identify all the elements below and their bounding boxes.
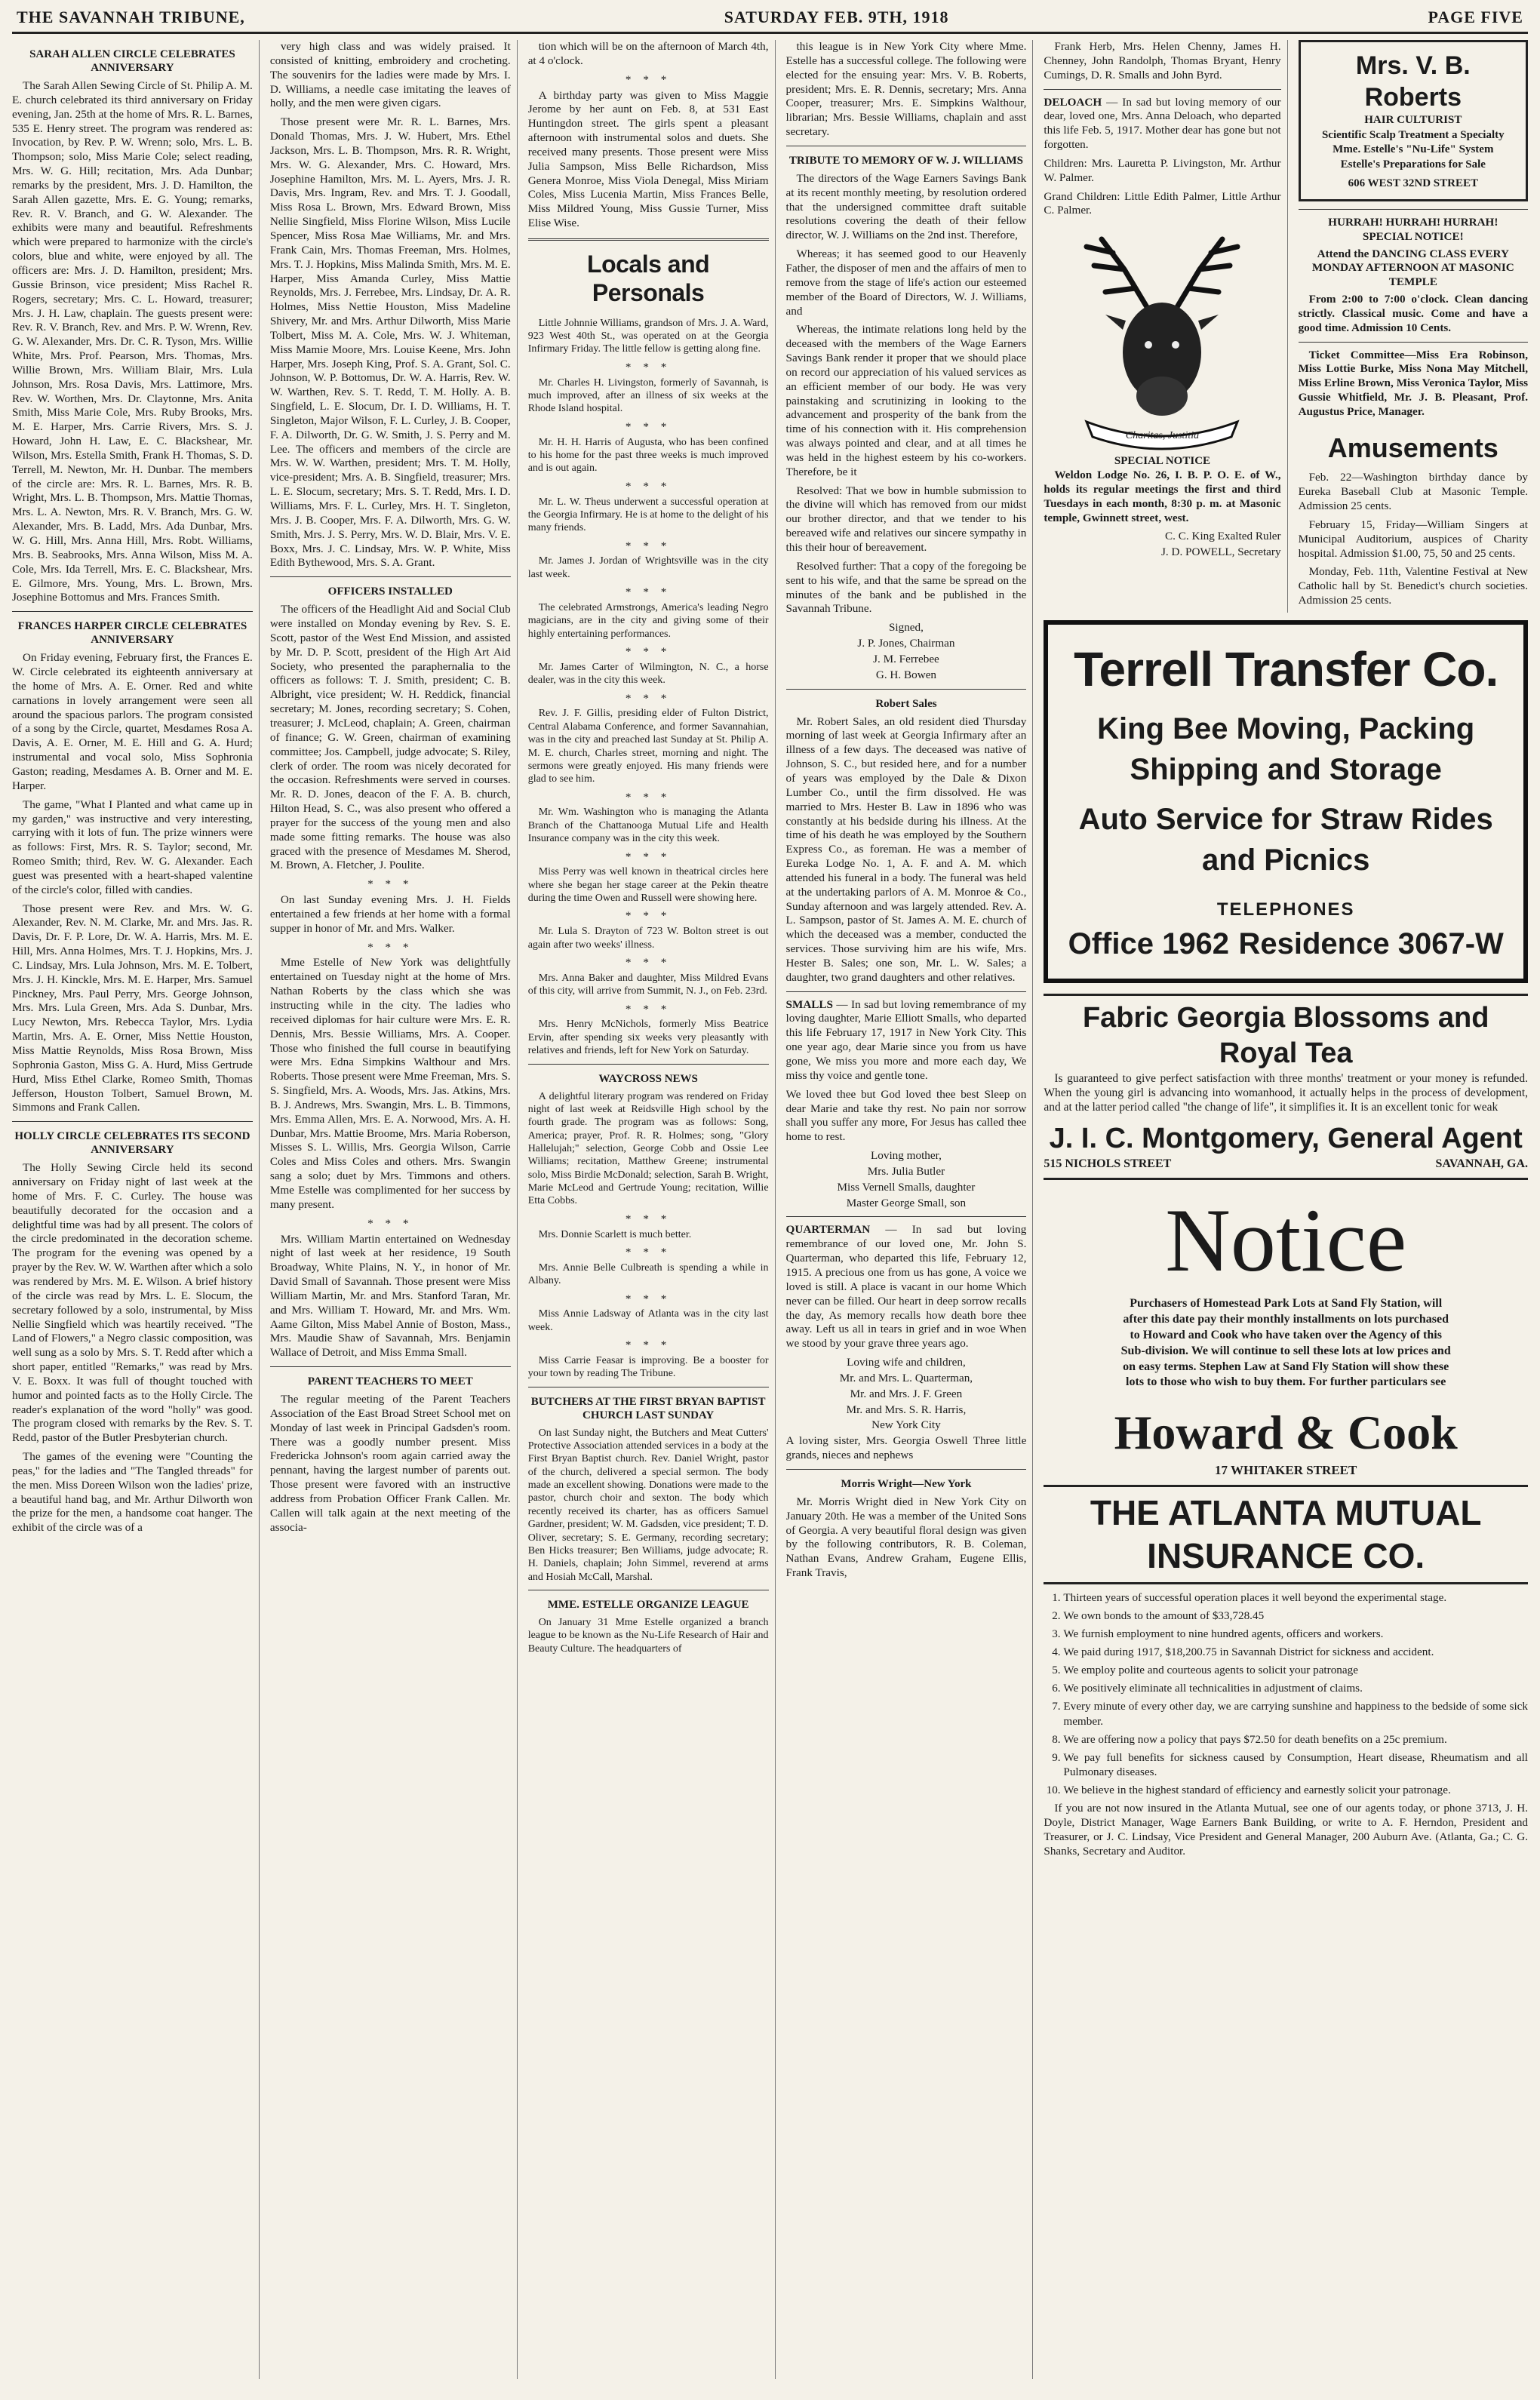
memorial-text: Children: Mrs. Lauretta P. Livingston, Mr. Arthur W. Palmer.	[1044, 156, 1281, 184]
benefit-item: 4. We paid during 1917, $18,200.75 in Savannah District for sickness and accident.	[1063, 1645, 1528, 1659]
benefit-item: 9. We pay full benefits for sickness caused by Consumption, Heart disease, Rheumatism and all Pulmonary diseases.	[1063, 1750, 1528, 1779]
benefit-item: 5. We employ polite and courteous agents to solicit your patronage	[1063, 1663, 1528, 1677]
column-3	[528, 40, 776, 2379]
signature-line: Mr. and Mrs. J. F. Green	[850, 1387, 963, 1400]
article-paragraph: Mr. Morris Wright died in New York City on January 20th. He was a member of the United Sons of Georgia. A very beautiful floral design was given by the following contributors, R. B. Coleman, Nathan Evans, Andrew Graham, Eugene Ellis, Frank Travis,	[785, 1495, 1027, 1580]
memorial-text: In sad but loving memory of our dear, loved one, Mrs. Anna Deloach, who departed this life Feb. 5, 1917. Mother dear has gone but not forgotten.	[1044, 95, 1281, 152]
article-paragraph: Miss Carrie Feasar is improving. Be a booster for your town by reading The Tribune.	[527, 1354, 769, 1380]
article-paragraph: tion which will be on the afternoon of March 4th, at 4 o'clock.	[527, 40, 769, 67]
article-paragraph: The games of the evening were "Counting the peas," for the ladies and "The Tangled threads" for the men. Miss Doreen Wilson won the ladies' prize, a beautiful hand bag, and Mr. Arthur Dilworth won the prize for the men, a handsome coat hanger. The exhibit of the circle was of a	[12, 1450, 253, 1535]
article-paragraph: The directors of the Wage Earners Savings Bank at its recent monthly meeting, by resolution ordered that the undersigned committee draft suitable resolutions covering the death of their fellow director, W. J. Williams on the 2nd inst. Therefore,	[785, 171, 1027, 242]
article-paragraph: On Friday evening, February first, the Frances E. W. Circle celebrated its eighteenth anniversary at the home of Mrs. A. E. Orner. Red and white carnations in lovely arrangement were seen all around the spacious parlors. The program consisted of a song by the Circle, quartet, Mesdames Rosa A. Davis, A. E. Orner, M. E. Hill and G. A. Hurd; instrumental and vocal solo, Miss Sophronia Gaston; reading, Mesdames A. B. Orner and M. E. Harper.	[12, 651, 253, 792]
memorial-text: Grand Children: Little Edith Palmer, Little Arthur C. Palmer.	[1044, 189, 1281, 217]
benefit-item: 8. We are offering now a policy that pays $72.50 for death benefits on a 25c premium.	[1063, 1732, 1528, 1747]
divider	[528, 1064, 769, 1065]
divider	[786, 689, 1027, 690]
signature-line: G. H. Bowen	[875, 668, 937, 681]
fabric-tea-ad	[1044, 994, 1528, 1172]
elk-banner-text: Charitas, Justitia	[1125, 430, 1200, 442]
article-paragraph: Frank Herb, Mrs. Helen Chenny, James H. Chenney, John Randolph, Thomas Bryant, Henry Cumings, D. R. Smalls and John Byrd.	[1044, 40, 1281, 81]
dance-details: From 2:00 to 7:00 o'clock. Clean dancing strictly. Classical music. Come and have a good time. Admission 10 Cents.	[1298, 293, 1529, 334]
masthead	[12, 8, 1528, 34]
memorial-name: SMALLS	[785, 997, 833, 1011]
ad-title: Mrs. V. B. Roberts	[1355, 51, 1471, 112]
signature-line: J. M. Ferrebee	[873, 652, 939, 665]
elk-emblem	[1044, 224, 1280, 469]
divider	[1299, 342, 1528, 343]
separator-stars: * * *	[625, 1245, 672, 1258]
article-paragraph: Mrs. Donnie Scarlett is much better.	[538, 1228, 692, 1240]
article-paragraph: Mr. Charles H. Livingston, formerly of Savannah, is much improved, after an illness of six weeks at the Rhode Island hospital.	[527, 376, 769, 415]
article-paragraph: Mr. James J. Jordan of Wrightsville was in the city last week.	[527, 555, 769, 580]
article-paragraph: On last Sunday night, the Butchers and Meat Cutters' Protective Association attended services in a body at the First Bryan Baptist church. Rev. Daniel Wright, pastor of the church, delivered a special sermon. The body made an excellent showing. Donations were made to the pastor, church choir and sexton. The body which recently received its charter, has as officers Samuel Gardner, president; W. M. Gadsden, vice president; T. D. Oliver, secretary; S. E. Germany, recording secretary; Ben Hicks treasurer; Ben Williams, judge advocate; R. H. Daniels, chaplain; John Simmel, reverend at arms and Hosiah McCall, Marshal.	[527, 1427, 769, 1583]
separator-stars: * * *	[367, 940, 413, 954]
divider	[12, 611, 253, 612]
headline: PARENT TEACHERS TO MEET	[307, 1375, 473, 1388]
separator-stars: * * *	[625, 585, 672, 599]
amusement-item: February 15, Friday—William Singers at Municipal Auditorium, auspices of Charity hospital. Admission $1.00, 75, 50 and 25 cents.	[1298, 518, 1529, 560]
issue-date: SATURDAY FEB. 9TH, 1918	[724, 8, 949, 26]
article-paragraph: Mr. Wm. Washington who is managing the Atlanta Branch of the Chattanooga Mutual Life and Health Insurance company was in the city this week.	[527, 807, 769, 845]
ads-column	[1044, 40, 1528, 2379]
ad-body: Is guaranteed to give perfect satisfaction with three months' treatment or your money is refunded. When the young girl is advancing into womanhood, it actually helps in the process of development, and at the latter period called "the change of life", it simplifies it. It is an excellent tonic for weak	[1044, 1071, 1529, 1114]
benefit-item: 7. Every minute of every other day, we are carrying sunshine and happiness to the bedside of some sick member.	[1063, 1699, 1528, 1728]
benefit-item: 3. We furnish employment to nine hundred agents, officers and workers.	[1063, 1627, 1528, 1641]
ad-line: HAIR CULTURIST	[1364, 114, 1462, 127]
ad-footer: If you are not now insured in the Atlanta Mutual, see one of our agents today, or phone 3713, J. H. Doyle, District Manager, Wage Earners Bank Building, or write to A. F. Herndon, President and Treasurer, or J. C. Lindsay, Vice President and General Manager, 200 Auburn Ave. (Atlanta, Ga.; C. G. Shanks, Secretary and Auditor.	[1044, 1802, 1529, 1858]
special-notice-label: SPECIAL NOTICE	[1114, 455, 1211, 468]
section-title: Locals and Personals	[587, 250, 710, 307]
article-paragraph: Rev. J. F. Gillis, presiding elder of Fulton District, Central Alabama Conference, and former Savannahian, was in the city and preached last Sunday at St. Philip A. M. E. church, Charles street, morning and night. The sermons were greatly enjoyed. His many friends were glad to see him.	[527, 708, 769, 785]
article-paragraph: Resolved: That we bow in humble submission to the divine will which has removed from our midst our brother director, and that we tender to his bereaved wife and relatives our sincere sympathy in this their hour of bereavement.	[785, 484, 1027, 554]
notice-title: Notice	[1165, 1189, 1407, 1290]
divider	[270, 576, 511, 577]
column-2	[270, 40, 518, 2379]
memorial-name: DELOACH	[1044, 95, 1102, 109]
paper-name: THE SAVANNAH TRIBUNE,	[17, 8, 245, 26]
divider	[1299, 209, 1528, 210]
benefit-item: 10. We believe in the highest standard of efficiency and earnestly solicit your patronage.	[1063, 1783, 1528, 1797]
signature-line: Master George Small, son	[846, 1196, 967, 1209]
headline: HOLLY CIRCLE CELEBRATES ITS SECOND ANNIVERSARY	[14, 1130, 251, 1157]
signature-line: New York City	[871, 1418, 941, 1432]
ad-agent: J. I. C. Montgomery, General Agent	[1049, 1122, 1523, 1154]
separator-stars: * * *	[625, 1002, 672, 1016]
separator-stars: * * *	[625, 1212, 672, 1225]
ad-title: Terrell Transfer Co.	[1074, 642, 1499, 696]
article-paragraph: On January 31 Mme Estelle organized a branch league to be known as the Nu-Life Research of Hair and Beauty Culture. The headquarters of	[527, 1616, 769, 1655]
page-label: PAGE FIVE	[1428, 8, 1523, 26]
separator-stars: * * *	[625, 419, 672, 433]
separator-stars: * * *	[625, 790, 672, 804]
ad-title: THE ATLANTA MUTUAL INSURANCE CO.	[1044, 1485, 1528, 1584]
article-paragraph: Mrs. William Martin entertained on Wednesday night of last week at her residence, 19 South Broadway, White Plains, N. Y., in honor of Mr. David Small of Savannah. Those present were Miss William Martin, Mr. and Mrs. Stanford Taran, Mr. and Mrs. William T. Howard, Mr. and Mrs. Wm. Aame Gilton, Miss Mabel Annie of Boston, Mass., Mrs. Maudie Shaw of Savannah, Mrs. Benjamin Wallace of Detroit, and Miss Emma Small.	[269, 1232, 511, 1360]
lodge-notice: Weldon Lodge No. 26, I. B. P. O. E. of W., holds its regular meetings the first and third Tuesdays in each month, 8:30 p. m. at Masonic temple, Gwinnett street, west.	[1044, 469, 1281, 524]
signature-line: C. C. King Exalted Ruler	[1165, 530, 1281, 543]
ad-line: Mme. Estelle's "Nu-Life" System	[1333, 143, 1494, 156]
article-paragraph: Mr. Lula S. Drayton of 723 W. Bolton street is out again after two weeks' illness.	[527, 926, 769, 951]
article-paragraph: Mr. H. H. Harris of Augusta, who has been confined to his home for the past three weeks is much improved and is out again.	[527, 436, 769, 475]
headline: SARAH ALLEN CIRCLE CELEBRATES ANNIVERSARY	[29, 48, 235, 74]
separator-stars: * * *	[625, 1338, 672, 1352]
column-4	[786, 40, 1034, 2379]
benefit-item: 1. Thirteen years of successful operation places it well beyond the experimental stage.	[1063, 1590, 1528, 1605]
signature-line: J. P. Jones, Chairman	[857, 637, 955, 650]
memorial-text: A loving sister, Mrs. Georgia Oswell Three little grands, nieces and nephews	[785, 1434, 1027, 1462]
headline: OFFICERS INSTALLED	[327, 585, 453, 598]
divider	[786, 991, 1027, 992]
separator-stars: * * *	[625, 72, 672, 86]
ad-street: 515 NICHOLS STREET	[1044, 1157, 1172, 1170]
article-paragraph: Whereas; it has seemed good to our Heavenly Father, the disposer of men and the affairs of men to remove from the stage of life's action our esteemed member of the Board of Directors, W. J. Williams, and	[785, 247, 1027, 318]
article-paragraph: Mrs. Henry McNichols, formerly Miss Beatrice Ervin, after spending six weeks very pleasantly with relatives and friends, left for New York on Saturday.	[527, 1019, 769, 1057]
memorial-text: In sad but loving remembrance of our loved one, Mr. John S. Quarterman, who departed this life, February 12, 1915. A precious one from us has gone, A voice we loved is still. A place is vacant in our home Which never can be filled. Our heart in deep sorrow recalls the day, As memory recalls how death bore thee away. Left us all in tears in grief and in woe When we stood by your grave three years ago.	[785, 1223, 1027, 1351]
memorial-text: In sad but loving remembrance of my loving daughter, Marie Elliott Smalls, who departed this life February 17, 1917 in New York City. This one year ago, dear Marie since you from us have gone, We miss you more and more each day, We miss thy voice and gentle tone.	[785, 997, 1027, 1082]
article-paragraph: Miss Perry was well known in theatrical circles here where she began her stage career at the Pekin theatre during the time Owen and Russell were showing here.	[527, 866, 769, 905]
dance-class-title: Attend the DANCING CLASS EVERY MONDAY AFTERNOON AT MASONIC TEMPLE	[1311, 247, 1514, 289]
article-paragraph: Whereas, the intimate relations long held by the deceased with the members of the Wage Earners Savings Bank render it proper that we should place on record our appreciation of his valued services as an efficient member of our body. He was very painstaking and scrutinizing in looking to the advancement and prosperity of the bank from the time of his connection with it. His comprehension was always pointed and clear, and at all times he was held in the highest esteem by his co-workers. Therefore, be it	[785, 323, 1027, 478]
ad-line: Scientific Scalp Treatment a Specialty	[1321, 128, 1505, 141]
ad-telephones-label: TELEPHONES	[1216, 899, 1355, 920]
signature-line: Miss Vernell Smalls, daughter	[837, 1180, 976, 1194]
ad-line: Auto Service for Straw Rides and Picnics	[1078, 803, 1493, 877]
ad-address: 606 WEST 32ND STREET	[1348, 177, 1478, 190]
article-paragraph: Mr. James Carter of Wilmington, N. C., a horse dealer, was in the city this week.	[527, 661, 769, 687]
article-paragraph: this league is in New York City where Mme. Estelle has a successful college. The following were elected for the ensuing year: Mrs. V. B. Roberts, president; Mrs. E. R. Dennis, secretary; Mrs. Anna Cooper, treasurer; Mrs. E. Simpkins Walthour, librarian; Mrs. Bessie Williams, chaplain and asst secretary.	[785, 40, 1027, 139]
article-paragraph: Resolved further: That a copy of the foregoing be sent to his wife, and that the same be spread on the minutes of the bank and be published in the Savannah Tribune.	[785, 559, 1027, 616]
memorial-notice: QUARTERMAN — In sad but loving remembrance of our loved one, Mr. John S. Quarterman, who departed this life, February 12, 1915. A precious one from us has gone, A voice we loved is still. A place is vacant in our home Which never can be filled. Our heart in deep sorrow recalls the day, As memory recalls how death bore thee away. Left us all in tears in grief and in woe When we stood by your grave three years ago. Loving wife and children, Mr. and Mrs. L. Quarterman, Mr. and Mrs. J. F. Green Mr. and Mrs. S. R. Harris, New York City A loving sister, Mrs. Georgia Oswell Three little grands, nieces and nephews	[785, 1223, 1027, 1462]
article-paragraph: Those present were Mr. R. L. Barnes, Mrs. Donald Thomas, Mrs. J. W. Hubert, Mrs. Ethel Jackson, Mrs. L. B. Thompson, Mrs. R. R. Wright, Mrs. W. G. Alexander, Mrs. C. Howard, Mrs. Josephine Hamilton, Mrs. M. L. Ayers, Mrs. J. R. Davis, Mrs. Ingram, Rev. and Mrs. T. J. Goodall, Miss Rosa L. Brown, Mrs. Edward Brown, Miss Nellie Singfield, Miss Florine Wilson, Miss Lucile Spencer, Miss Rosa Mae Williams, Mr. and Mrs. Frank Cain, Mrs. Thomas Freeman, Mrs. Holmes, Mrs. T. J. Hopkins, Miss Malinda Smith, Mrs. M. E. Harper, Miss Amanda Curley, Miss Mattie Reynolds, Mrs. J. Ferrebee, Mrs. Lindsay, Dr. A. R. Holmes, Miss Nettie Houston, Miss Madeline Shivery, Mr. and Mrs. Arthur Dilworth, Miss Marie Tolbert, Miss M. A. Cole, Mrs. W. J. Whiteman, Miss Mamie Moore, Mrs. Louise Keene, Mrs. John Harper, Mrs. Joseph King, Prof. S. A. Grant, Sol. C. Johnson, W. P. Bottomus, Dr. W. A. Harris, Rev. W. W. Warthen, Rev. S. T. Redd, T. M. Holly. A. B. Singfield, L. E. Slocum, Dr. I. D. Williams, H. T. Singleton, Major Wilson, F. L. Curley, J. B. Cooper, F. A. Dilworth, Dr. G. W. Smith, J. S. Perry and M. Lee. The officers and members of the circle are Mrs. W. W. Warthen, president; Mrs. T. M. Holly, vice-president; Mrs. A. B. Singfield, treasurer; Mrs. L. E. Slocum, secretary; Mrs. S. T. Redd, Mrs. I. D. Williams, Mrs. F. L. Curley, Mrs. H. T. Singleton, Mrs. J. B. Cooper, Mrs. F. A. Dilworth, Mrs. G. W. Smith, Mrs. J. S. Perry, Mrs. W. D. Blair, Mrs. V. E. Boxx, Mrs. J. C. Lindsay, Mrs. W. P. White, Miss Edith Bythewood, Mrs. S. A. Grant.	[269, 115, 511, 570]
separator-stars: * * *	[367, 877, 413, 891]
article-paragraph: A delightful literary program was rendered on Friday night of last week at Reidsville High school by the fourth grade. The program was as follows: Song, America; prayer, Prof. R. R. Holmes; song, "Glory Hallelujah;" selection, George Cobb and Ossie Lee Williams; recitation, Matthew Greene; instrumental solo, Miss Birdie McDonald; selection, Sarah B. Wright, Marie McLeod and Gertrude Young; recitation, Willie Etta Cobbs.	[527, 1090, 769, 1207]
divider	[1044, 89, 1280, 90]
benefits-list	[1044, 1590, 1528, 1798]
memorial-notice: SMALLS — In sad but loving remembrance of my loving daughter, Marie Elliott Smalls, who departed this life February 17, 1917 in New York City. This one year ago, dear Marie since you from us have gone, We miss you more and more each day, We miss thy voice and gentle tone. We loved thee but God loved thee best Sleep on dear Marie and take thy rest. No pain nor sorrow shall you suffer any more, For Jesus has called thee home to rest. Loving mother, Mrs. Julia Butler Miss Vernell Smalls, daughter Master George Small, son	[785, 997, 1027, 1209]
divider	[786, 1469, 1027, 1470]
headline: BUTCHERS AT THE FIRST BRYAN BAPTIST CHURCH LAST SUNDAY	[530, 1395, 766, 1421]
separator-stars: * * *	[625, 956, 672, 970]
article-paragraph: Miss Annie Ladsway of Atlanta was in the city last week.	[527, 1308, 769, 1333]
ad-line: Estelle's Preparations for Sale	[1340, 158, 1486, 171]
ad-line: King Bee Moving, Packing Shipping and Storage	[1097, 712, 1475, 787]
column-1	[12, 40, 260, 2379]
elk-head-icon	[1064, 224, 1260, 450]
divider	[528, 238, 769, 241]
signature-line: J. D. POWELL, Secretary	[1160, 545, 1281, 559]
article-paragraph: A birthday party was given to Miss Maggie Jerome by her aunt on Feb. 8, at 531 East Huntingdon street. The girls spent a pleasant afternoon with instrumental solos and duets. She received many presents. Those present were Miss Julia Sampson, Miss Belle Richardson, Miss Genera Monroe, Miss Viola Denegal, Miss Miriam Coles, Miss Lucenia Martin, Miss Frances Belle, Miss Mildred Young, Miss Gussie Turner, Miss Elise Wise.	[527, 88, 769, 230]
amusement-item: Feb. 22—Washington birthday dance by Eureka Baseball Club at Masonic Temple. Admission 25 cents.	[1298, 471, 1529, 513]
dance-committee: Ticket Committee—Miss Era Robinson, Miss Lottie Burke, Miss Nona May Mitchell, Miss Erline Brown, Miss Veronica Taylor, Miss Gussie Whitfield, Mr. J. B. Pleasant, Prof. Augustus Price, Manager.	[1298, 348, 1529, 418]
article-paragraph: On last Sunday evening Mrs. J. H. Fields entertained a few friends at her home with a formal supper in honor of Mr. and Mrs. Walker.	[269, 893, 511, 935]
separator-stars: * * *	[625, 1292, 672, 1305]
separator-stars: * * *	[625, 909, 672, 923]
ad-city: SAVANNAH, GA.	[1435, 1157, 1529, 1170]
firm-address: 17 WHITAKER STREET	[1215, 1463, 1357, 1478]
amusement-item: Monday, Feb. 11th, Valentine Festival at New Catholic hall by St. Benedict's church societies. Admission 25 cents.	[1298, 565, 1529, 607]
signature-line: Mr. and Mrs. L. Quarterman,	[839, 1371, 973, 1384]
signature-line: Mr. and Mrs. S. R. Harris,	[846, 1403, 967, 1416]
ad-title: Fabric Georgia Blossoms and Royal Tea	[1082, 1001, 1489, 1069]
column-6	[1299, 40, 1528, 613]
divider	[786, 1216, 1027, 1217]
benefit-item: 2. We own bonds to the amount of $33,728.45	[1063, 1609, 1528, 1623]
headline: TRIBUTE TO MEMORY OF W. J. WILLIAMS	[788, 154, 1023, 167]
separator-stars: * * *	[625, 850, 672, 863]
article-paragraph: Mr. Robert Sales, an old resident died Thursday morning of last week at Georgia Infirmary after an illness of a few days. The deceased was native of Johnson, S. C., but resided here, and for a number of years was employed by the Dale & Dixon Lumber Co., until the firm dissolved. He was married to Mrs. Hester B. Law in 1896 who was constantly at his bedside during his illness. At the time of his death he was employed by the Southern Express Co., as foreman. He was a member of Eureka Lodge No. 1, A. F. and A. M. which attended his funeral in a body. The funeral was held at the undertaking parlors of A. M. Monroe & Co., Sunday afternoon and was largely attended. Rev. A. L. Sampson, pastor of St. James A. M. E. church of which the deceased was a member, conducted the services. Those surviving him are his wife, Mrs. Hester B. Sales; one son, Mr. L. W. Sales; a daughter, two grand daughters and other relatives.	[785, 714, 1027, 984]
divider	[270, 1366, 511, 1367]
headline: MME. ESTELLE ORGANIZE LEAGUE	[547, 1598, 749, 1611]
separator-stars: * * *	[625, 360, 672, 373]
article-paragraph: very high class and was widely praised. It consisted of knitting, embroidery and crocheting. The souvenirs for the ladies were made by Mrs. I. D. Williams, a needle case imitating the leaves of holly, and the men were given cigars.	[269, 40, 511, 110]
notice-body: Purchasers of Homestead Park Lots at Sand Fly Station, will after this date pay their monthly installments on lots purchased to Howard and Cook who have taken over the Agency of this Sub-division. We will continue to sell these lots at low prices and on easy terms. Stephen Law at Sand Fly Station will show these lots to those who wish to buy them. For further particulars see	[1120, 1297, 1451, 1389]
roberts-ad	[1299, 40, 1528, 201]
column-5: Frank Herb, Mrs. Helen Chenny, James H. Chenney, John Randolph, Thomas Bryant, Henry Cumings, D. R. Smalls and John Byrd. DELOACH — In sad but loving memory of our dear, loved one, Mrs. Anna Deloach, who departed this life Feb. 5, 1917. Mother dear has gone but not forgotten. Children: Mrs. Lauretta P. Livingston, Mr. Arthur W. Palmer. Grand Children: Little Edith Palmer, Little Arthur C. Palmer. Charitas, Justitia SPECIAL NOTICE Weldon Lodge No. 26, I. B. P. O. E. of W., holds its regular meetings the first and third Tuesdays in each month, 8:30 p. m. at Masonic temple, Gwinnett street, west. C. C. King Exalted Ruler J. D. POWELL, Secretary	[1044, 40, 1287, 613]
firm-name: Howard & Cook	[1114, 1406, 1458, 1460]
headline: Morris Wright—New York	[841, 1477, 972, 1490]
atlanta-mutual-ad	[1044, 1485, 1528, 1859]
signature-line: Signed,	[888, 621, 924, 635]
separator-stars: * * *	[625, 479, 672, 493]
divider	[12, 1121, 253, 1122]
office-phone: Office 1962	[1068, 927, 1230, 961]
article-paragraph: The regular meeting of the Parent Teachers Association of the East Broad Street School met on Monday of last week in Principal Gadsden's room. There was a goodly number present. Miss Fredericka Johnson's room again carried away the pennant, having the largest number of parents out. Those present were favored with an instructive address from Probation Officer Frank Callen. Mr. Callen will talk again at the next meeting of the associa-	[269, 1393, 511, 1534]
separator-stars: * * *	[367, 1216, 413, 1230]
signature-line: Mrs. Julia Butler	[867, 1164, 945, 1178]
dance-subheadline: SPECIAL NOTICE!	[1362, 229, 1464, 243]
howard-cook-notice	[1044, 1178, 1528, 1479]
dance-headline: HURRAH! HURRAH! HURRAH!	[1328, 215, 1499, 229]
separator-stars: * * *	[625, 539, 672, 552]
article-paragraph: The celebrated Armstrongs, America's leading Negro magicians, are in the city and giving some of their highly entertaining performances.	[527, 602, 769, 640]
article-paragraph: The officers of the Headlight Aid and Social Club were installed on Monday evening by Rev. S. E. Scott, pastor of the West End Mission, and assisted by Mr. D. P. Scott, president of the High Art Aid Society, who presented the paraphernalia to the officers as follows: T. J. Smith, president; C. B. Albright, vice president; W. H. Reddick, financial secretary; M. Jones, recording secretary; S. Cohen, treasurer; J. McLeod, chaplain; A. Green, chairman of finance; G. W. Green, chairman of examining committee; Jos. Campbell, judge advocate; S. Riley, clerk of order. The room was nicely decorated for the occasion. Refreshments were served in courses. Mr. R. D. Jones, deacon of the F. A. B. church, Hilton Head, S. C., was also present who offered a prayer for the success of the young men and also made some fitting remarks. The house was also graced with the presence of Mesdames M. Sherod, M. Brown, A. Fletcher, J. Poulite.	[269, 603, 511, 872]
article-paragraph: The game, "What I Planted and what came up in my garden," was instructive and very interesting, carrying with it lots of fun. The prize winners were as follows: First, Mrs. R. S. Taylor; second, Mr. Romeo Smith; third, Rev. W. G. Alexander. Each guest was presented with a heart-shaped valentine of the circle's color, filled with candies.	[12, 797, 253, 896]
memorial-name: QUARTERMAN	[785, 1223, 871, 1237]
article-paragraph: Those present were Rev. and Mrs. W. G. Alexander, Rev. N. M. Clarke, Mr. and Mrs. Jas. R. Davis, Dr. F. P. Lore, Dr. W. A. Harris, Mrs. M. E. Hill, Mrs. Anna Holmes, Mrs. T. J. Hopkins, Mrs. J. C. Lindsay, Mrs. Lula Johnson, Mrs. M. E. Tolbert, Mrs. J. H. Kinckle, Mrs. M. E. Harper, Mrs. Samuel Pinckney, Mrs. Paul Perry, Mrs. George Johnson, Mrs. Mrs. Lula Green, Mrs. Ada S. Dunbar, Mrs. Lucy Newton, Mrs. Rebecca Taylor, Mrs. Lydia Martin, Mrs. A. E. Orner, Miss Nettie Houston, Miss Mattie Reynolds, Miss Rosa Brown, Miss Sophronia Gaston, Miss G. A. Hurd, Miss Gertrude Hurd, Miss Ethel Clarke, Romeo Smith, Thomas Jefferson, Houston Tolbert, Samuel Brown, M. Simmons and Frank Callen.	[12, 902, 253, 1114]
amusements-title: Amusements	[1327, 432, 1499, 463]
article-paragraph: Mrs. Anna Baker and daughter, Miss Mildred Evans of this city, will arrive from Summit, N. J., on Feb. 23rd.	[527, 972, 769, 997]
signature-line: Loving wife and children,	[847, 1356, 966, 1369]
article-paragraph: The Sarah Allen Sewing Circle of St. Philip A. M. E. church celebrated its third anniversary on Friday evening, Jan. 25th at the home of Mrs. R. L. Barnes, 535 E. Henry street. The program was rendered as: Invocation, by Rev. P. W. Wrenn; solo, Mrs. L. B. Thompson; solo, Miss Marie Cole; select reading, Mrs. W. G. Hill; recitation, Mrs. Ada Dunbar; remarks by the president, Mrs. J. D. Hamilton, the Sarah Allen gazette, Mrs. E. G. Young; remarks, Rev. R. V. Branch, and G. W. Alexander. The exhibits were many and beautiful. Refreshments which were prepared to harmonize with the circle's colors, blue and white, were enjoyed by all. The officers are: Mrs. J. D. Hamilton, president; Mrs. Gussie Brinson, vice president; Miss Rachel R. Rogers, secretary; Mrs. C. L. Howard, treasurer; Mrs. J. H. Law, chaplain. The guests present were: Rev. R. V. Branch, Rev. and Mrs. P. W. Wrenn, Rev. G. W. Alexander, Mrs. Dr. C. R. Tyson, Mrs. Willie White, Mrs. Prof. Pearson, Mrs. Thomas, Mrs. Willie Brown, Mrs. William Blair, Mrs. Lula Johnson, Mrs. Rosa Davis, Mrs. Lattimore, Mrs. Rev. W. Worthen, Mrs. Dr. Claytonne, Mrs. Anita Smith, Miss Marie Cole, Mrs. Ruby Brooks, Mrs. M. E. Harper, Mrs. Carrie Rivers, Mrs. S. J. Howard, John H. Law, E. C. Blackshear, Mr. Wilson, Mrs. Estella Smith, Frank H. Thomas, S. D. Terrell, M. Newton, Mr. H. Dunbar. The members of the circle are: Mrs. R. L. Barnes, Mrs. R. B. Wright, Mrs. L. B. Thompson, Mrs. Mattie Thomas, Mrs. L. A. Newton, Mrs. R. V. Branch, Mrs. G. W. Alexander, Mrs. B. Ladd, Mrs. Ada Dunbar, Mrs. W. G. Hill, Mrs. Anna Hill, Mrs. Robt. Williams, Mrs. B. Seabrooks, Mrs. Anna Wilson, Miss M. A. Cole, Mrs. Ida Terrell, Mrs. E. C. Blackshear, Mrs. E. Gilmore, Mrs. Young, Mrs. L. Brown, Mrs. Josephine Bottomus and Mrs. Frances Smith.	[12, 79, 253, 604]
terrell-transfer-ad	[1044, 620, 1528, 983]
benefit-item: 6. We positively eliminate all technicalities in adjustment of claims.	[1063, 1681, 1528, 1695]
separator-stars: * * *	[625, 691, 672, 705]
article-paragraph: Mr. L. W. Theus underwent a successful operation at the Georgia Infirmary. He is at home to the delight of his many friends.	[527, 496, 769, 534]
headline: WAYCROSS NEWS	[598, 1072, 698, 1085]
article-paragraph: Little Johnnie Williams, grandson of Mrs. J. A. Ward, 923 West 40th St., was operated on at the Georgia Infirmary Friday. The little fellow is getting along fine.	[527, 317, 769, 355]
memorial-text: We loved thee but God loved thee best Sleep on dear Marie and take thy rest. No pain nor sorrow shall you suffer any more, For Jesus has called thee home to rest.	[785, 1087, 1027, 1144]
article-paragraph: Mme Estelle of New York was delightfully entertained on Tuesday night at the home of Mrs. Nathan Roberts by the class which she was instructing while in the city. The ladies who received diplomas for hair culture were Mrs. E. R. Dennis, Mrs. Bessie Williams, Mrs. A. Cooper. Those who finished the full course in beautifying were Mrs. Edna Simpkins Walthour and Mrs. Roberts. Those present were Mme Freeman, Mrs. S. S. Singfield, Mrs. A. Woods, Mrs. Jas. Atkins, Mrs. B. J. Andrews, Mrs. Swangin, Mrs. L. B. Timmons, Mrs. Emma Allen, Mrs. E. A. Norwood, Mrs. A. H. Dunbar, Mrs. Mattie Broome, Mrs. Maria Roberson, Misses S. L. Willis, Mrs. Georgia Wilson, Carrie Coles and Miss Coles and others. Mrs. Swangin sang a solo; duet by Mrs. Timmons and others. Mme Estelle was complimented for her success by many present.	[269, 956, 511, 1211]
headline: FRANCES HARPER CIRCLE CELEBRATES ANNIVERSARY	[17, 620, 247, 647]
signature-line: Loving mother,	[871, 1149, 942, 1163]
article-paragraph: Mrs. Annie Belle Culbreath is spending a while in Albany.	[527, 1261, 769, 1287]
residence-phone: Residence 3067-W	[1238, 927, 1504, 961]
article-paragraph: The Holly Sewing Circle held its second anniversary on Friday night of last week at the home of Mrs. F. C. Curley. The house was beautifully decorated for the occasion and a delightful time was had by all present. The colors of the circle predominated in the decoration scheme. The program for the evening was opened by a prayer by the Rev. W. W. Warthen after which a solo was rendered by Mrs. M. E. Wilson. A brief history of the circle was read by Mrs. L. E. Slocum, the secretary followed by a solo, instrumental, by Miss Nellie Singfield which was heartily received. "The Land of Flowers," a Negro classic composition, was well sung as a solo by Mrs. S. T. Redd after which a short paper, entitled "Remarks," was read by Mrs. V. E. Boxx. It was full of thought touched with humor and pointed facts as to the Holly Circle. The reader's explanation of the word "holly" was good. The program closed with remarks by the Rev. S. T. Redd, pastor of the Butler Presbyterian church.	[12, 1161, 253, 1445]
separator-stars: * * *	[625, 645, 672, 659]
headline: Robert Sales	[875, 697, 937, 710]
